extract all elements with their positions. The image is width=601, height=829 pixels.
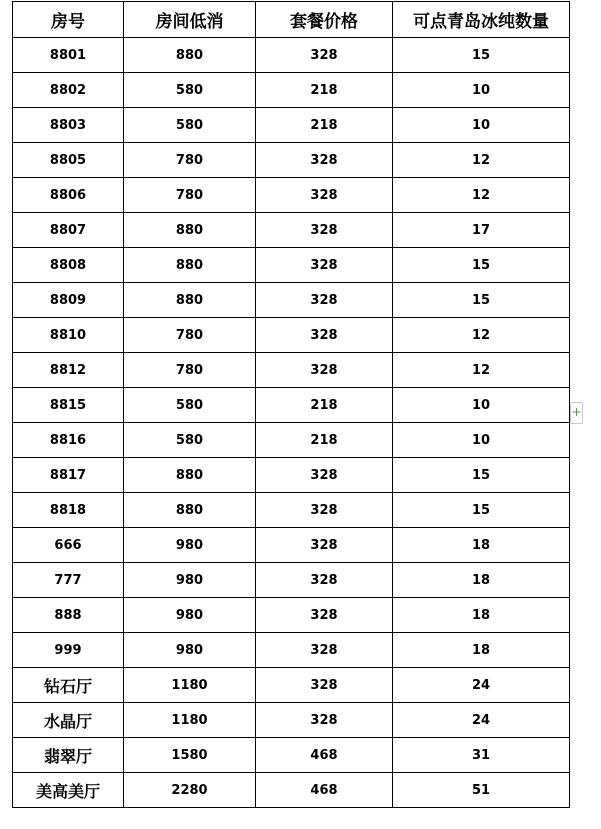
table-row [13, 318, 570, 353]
cell-beer-quantity: 15 [393, 493, 570, 528]
cell-beer-quantity: 12 [393, 178, 570, 213]
cell-package-price: 468 [256, 773, 393, 808]
cell-beer-quantity: 12 [393, 353, 570, 388]
cell-beer-quantity: 12 [393, 143, 570, 178]
cell-package-price: 328 [256, 283, 393, 318]
cell-room-number: 999 [13, 633, 124, 668]
cell-room-minimum-charge: 1180 [124, 703, 256, 738]
cell-room-number: 8809 [13, 283, 124, 318]
cell-beer-quantity: 17 [393, 213, 570, 248]
cell-room-minimum-charge: 880 [124, 38, 256, 73]
cell-beer-quantity: 51 [393, 773, 570, 808]
table-row [13, 248, 570, 283]
table-row [13, 283, 570, 318]
cell-package-price: 328 [256, 633, 393, 668]
cell-room-number: 8807 [13, 213, 124, 248]
cell-package-price: 218 [256, 73, 393, 108]
table-row [13, 703, 570, 738]
cell-beer-quantity: 24 [393, 703, 570, 738]
cell-beer-quantity: 15 [393, 38, 570, 73]
table-row [13, 598, 570, 633]
header-room-number: 房号 [13, 2, 124, 38]
cell-room-number: 钻石厅 [13, 668, 124, 703]
cell-room-number: 8805 [13, 143, 124, 178]
cell-package-price: 328 [256, 493, 393, 528]
table-row [13, 178, 570, 213]
cell-room-minimum-charge: 780 [124, 178, 256, 213]
table-row [13, 73, 570, 108]
cell-beer-quantity: 12 [393, 318, 570, 353]
header-room-minimum-charge: 房间低消 [124, 2, 256, 38]
table-row [13, 38, 570, 73]
add-row-handle[interactable] [570, 402, 583, 424]
table-row [13, 353, 570, 388]
cell-room-minimum-charge: 880 [124, 458, 256, 493]
table-row [13, 773, 570, 808]
cell-room-number: 8808 [13, 248, 124, 283]
cell-room-minimum-charge: 1580 [124, 738, 256, 773]
cell-room-minimum-charge: 880 [124, 493, 256, 528]
cell-package-price: 328 [256, 38, 393, 73]
cell-beer-quantity: 24 [393, 668, 570, 703]
cell-beer-quantity: 10 [393, 423, 570, 458]
cell-room-minimum-charge: 1180 [124, 668, 256, 703]
cell-room-number: 8803 [13, 108, 124, 143]
table-row [13, 668, 570, 703]
cell-package-price: 328 [256, 143, 393, 178]
table-row [13, 108, 570, 143]
cell-room-number: 8817 [13, 458, 124, 493]
cell-room-minimum-charge: 780 [124, 143, 256, 178]
cell-package-price: 328 [256, 528, 393, 563]
cell-package-price: 328 [256, 178, 393, 213]
header-beer-quantity: 可点青岛冰纯数量 [393, 2, 570, 38]
table-row [13, 633, 570, 668]
cell-room-number: 8816 [13, 423, 124, 458]
cell-package-price: 468 [256, 738, 393, 773]
cell-room-minimum-charge: 2280 [124, 773, 256, 808]
cell-package-price: 218 [256, 108, 393, 143]
cell-room-minimum-charge: 880 [124, 283, 256, 318]
cell-room-number: 666 [13, 528, 124, 563]
cell-room-minimum-charge: 580 [124, 73, 256, 108]
plus-icon: + [571, 405, 582, 419]
cell-package-price: 328 [256, 458, 393, 493]
room-price-table [12, 1, 570, 808]
cell-room-number: 8806 [13, 178, 124, 213]
cell-room-minimum-charge: 980 [124, 563, 256, 598]
cell-package-price: 328 [256, 248, 393, 283]
table-row [13, 458, 570, 493]
cell-package-price: 328 [256, 213, 393, 248]
cell-room-minimum-charge: 980 [124, 598, 256, 633]
cell-beer-quantity: 31 [393, 738, 570, 773]
table-row [13, 563, 570, 598]
cell-room-number: 水晶厅 [13, 703, 124, 738]
header-package-price: 套餐价格 [256, 2, 393, 38]
table-row [13, 213, 570, 248]
cell-beer-quantity: 10 [393, 73, 570, 108]
table-row [13, 423, 570, 458]
cell-beer-quantity: 15 [393, 283, 570, 318]
cell-room-minimum-charge: 580 [124, 423, 256, 458]
table-body [13, 38, 570, 808]
cell-room-number: 8815 [13, 388, 124, 423]
cell-room-minimum-charge: 580 [124, 388, 256, 423]
cell-beer-quantity: 10 [393, 108, 570, 143]
cell-room-number: 8812 [13, 353, 124, 388]
cell-room-number: 8802 [13, 73, 124, 108]
cell-package-price: 328 [256, 598, 393, 633]
table-row [13, 143, 570, 178]
cell-room-number: 美高美厅 [13, 773, 124, 808]
cell-beer-quantity: 15 [393, 458, 570, 493]
table-row [13, 738, 570, 773]
cell-room-minimum-charge: 880 [124, 213, 256, 248]
cell-beer-quantity: 18 [393, 598, 570, 633]
cell-room-number: 8810 [13, 318, 124, 353]
cell-beer-quantity: 18 [393, 633, 570, 668]
cell-room-minimum-charge: 580 [124, 108, 256, 143]
cell-room-number: 翡翠厅 [13, 738, 124, 773]
cell-room-number: 8801 [13, 38, 124, 73]
cell-package-price: 218 [256, 423, 393, 458]
cell-beer-quantity: 10 [393, 388, 570, 423]
cell-package-price: 328 [256, 668, 393, 703]
cell-package-price: 328 [256, 703, 393, 738]
cell-room-number: 8818 [13, 493, 124, 528]
table-row [13, 528, 570, 563]
cell-room-minimum-charge: 980 [124, 633, 256, 668]
cell-room-number: 777 [13, 563, 124, 598]
cell-beer-quantity: 15 [393, 248, 570, 283]
cell-package-price: 328 [256, 563, 393, 598]
table-row [13, 388, 570, 423]
cell-room-number: 888 [13, 598, 124, 633]
price-table-container [12, 1, 570, 808]
table-header-row [13, 2, 570, 38]
cell-room-minimum-charge: 780 [124, 353, 256, 388]
cell-package-price: 218 [256, 388, 393, 423]
cell-beer-quantity: 18 [393, 528, 570, 563]
cell-package-price: 328 [256, 318, 393, 353]
cell-room-minimum-charge: 980 [124, 528, 256, 563]
cell-package-price: 328 [256, 353, 393, 388]
cell-room-minimum-charge: 880 [124, 248, 256, 283]
table-row [13, 493, 570, 528]
cell-room-minimum-charge: 780 [124, 318, 256, 353]
cell-beer-quantity: 18 [393, 563, 570, 598]
